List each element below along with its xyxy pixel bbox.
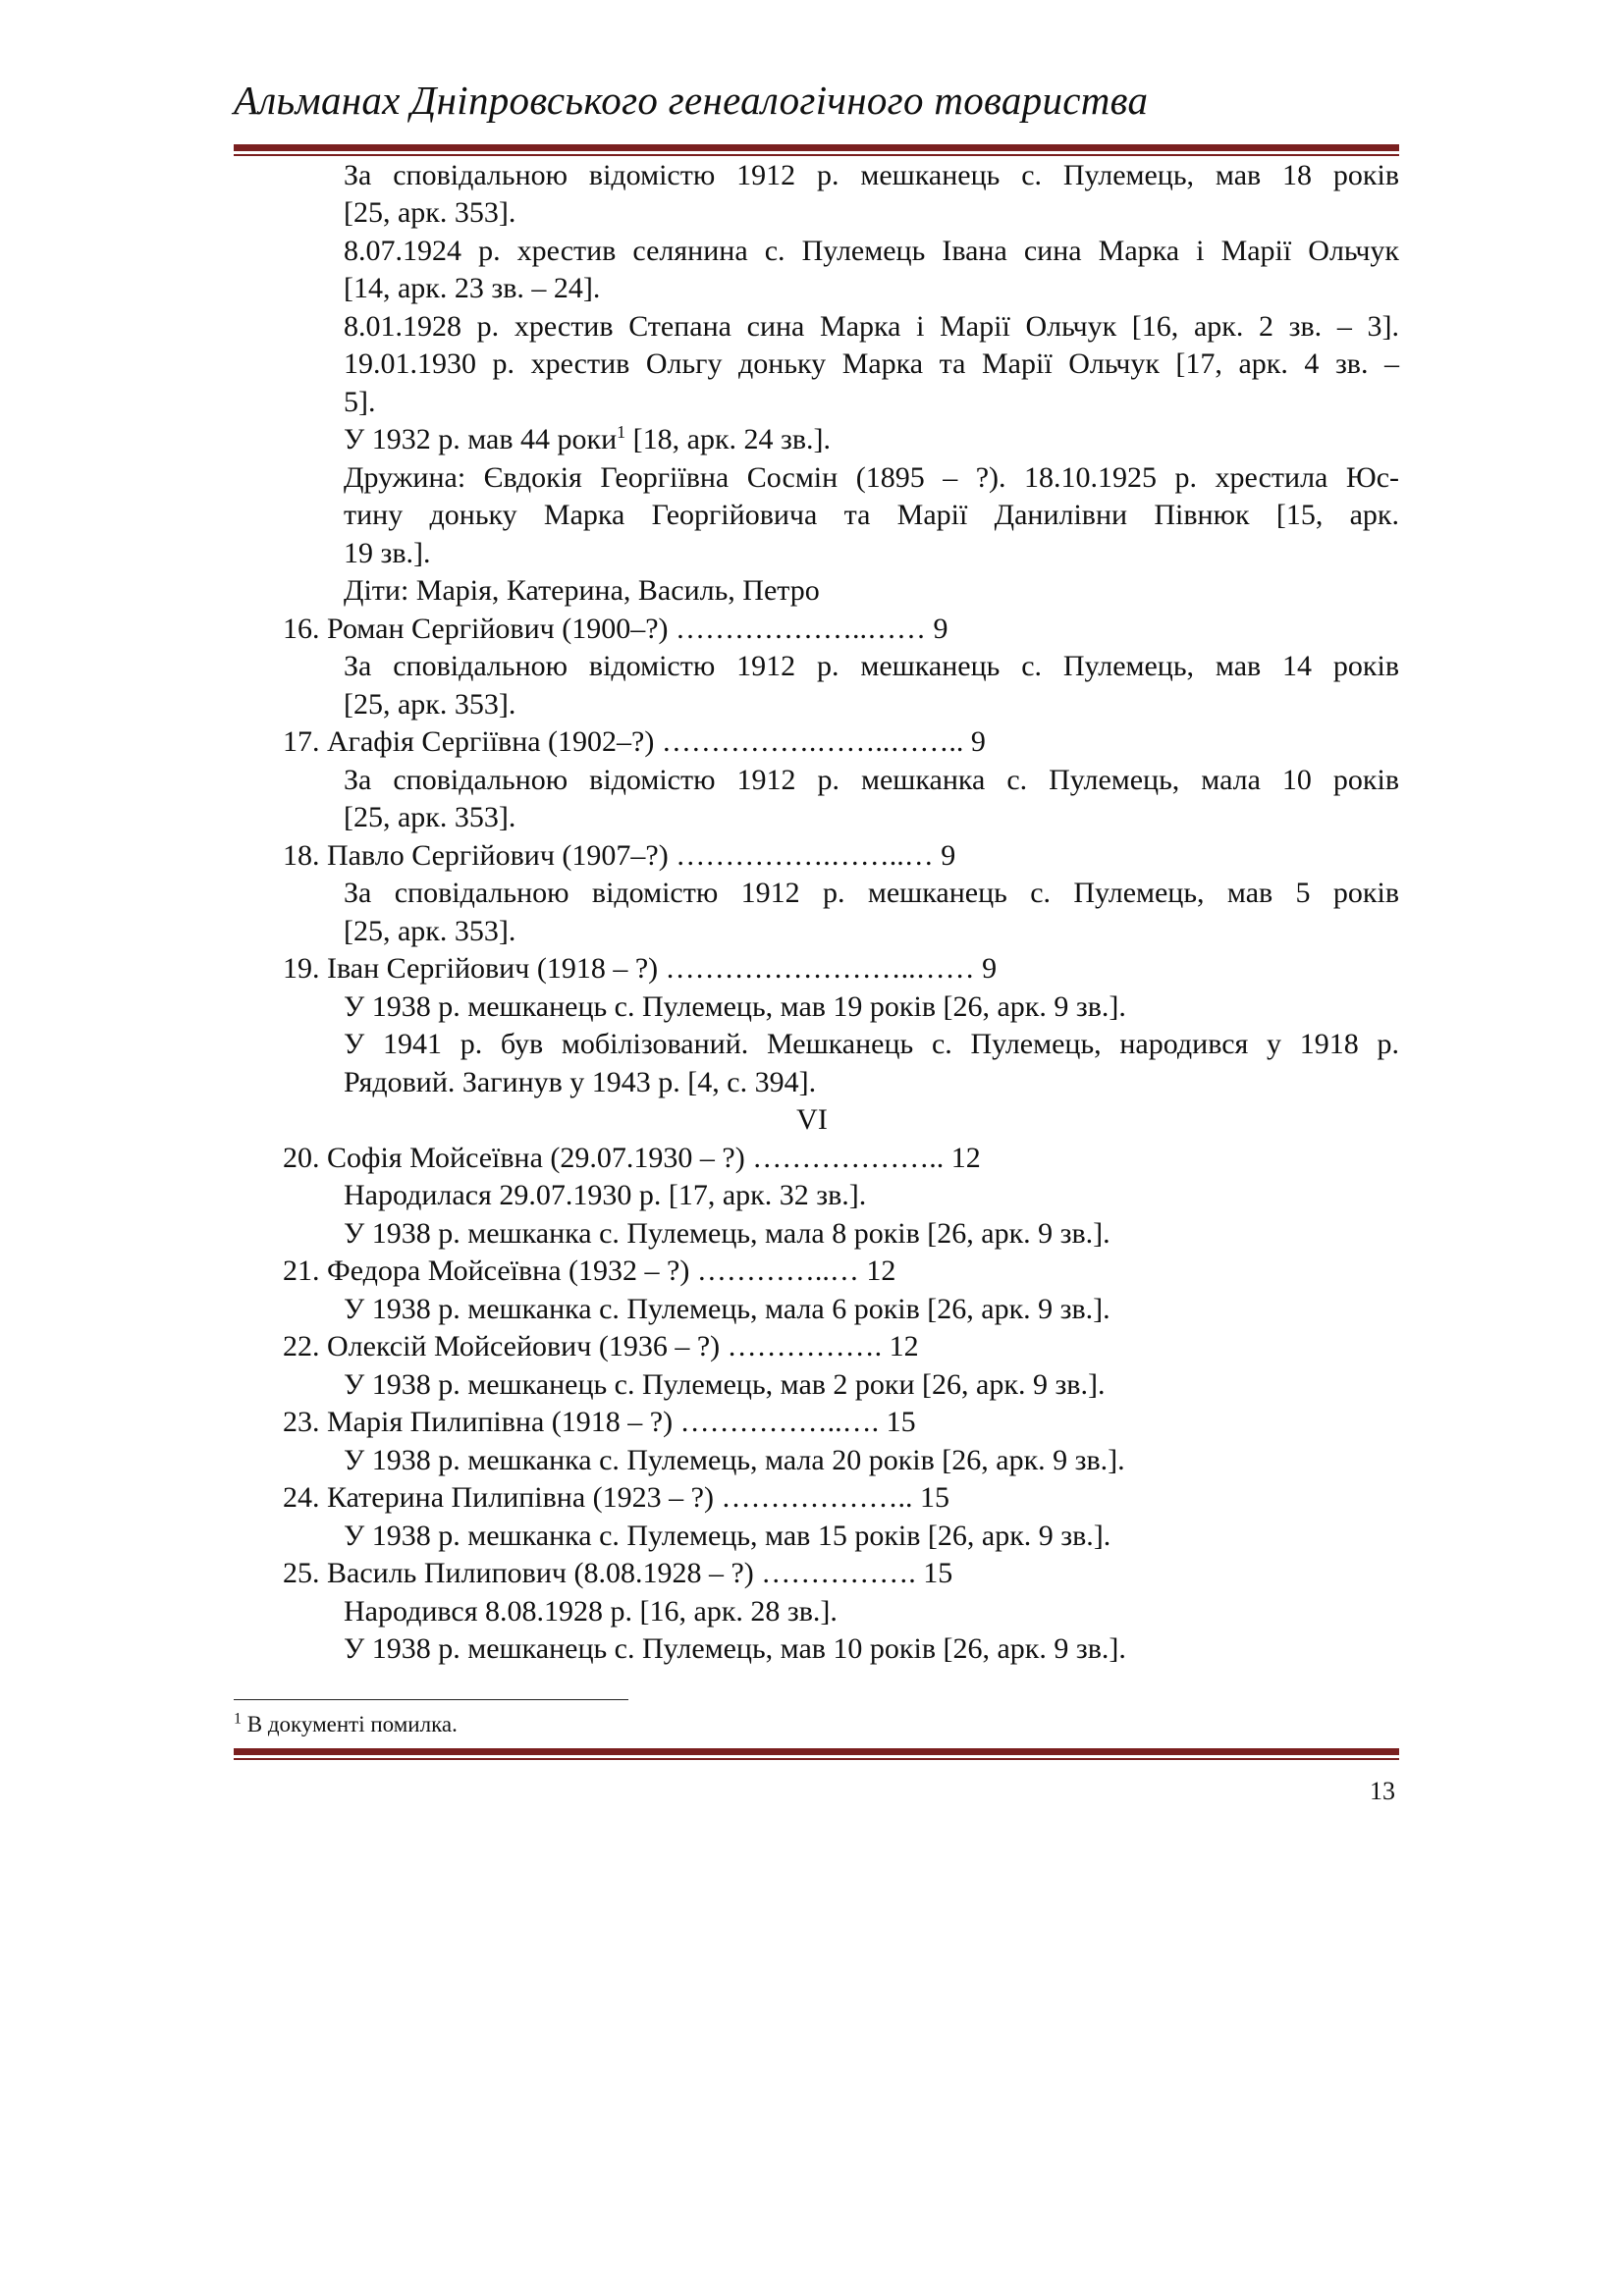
body-line: У 1938 р. мешканка с. Пулемець, мала 8 років [26, арк. 9 зв.].	[344, 1217, 1110, 1250]
body-line: 8.07.1924 р. хрестив селянина с. Пулемець Івана сина Марка і Марії Ольчук	[344, 235, 1399, 267]
body-line: За сповідальною відомістю 1912 р. мешканка с. Пулемець, мала 10 років	[344, 764, 1399, 796]
body-line: Дружина: Євдокія Георгіївна Сосмін (1895 – ?). 18.10.1925 р. хрестила Юс-	[344, 461, 1399, 494]
body-line: У 1941 р. був мобілізований. Мешканець с. Пулемець, народився у 1918 р.	[344, 1028, 1399, 1060]
entry-heading: 17. Агафія Сергіївна (1902–?) …………….……..…….. 9	[283, 725, 986, 758]
body-line-text: У 1932 р. мав 44 роки	[344, 423, 618, 455]
entry-heading: 25. Василь Пилипович (8.08.1928 – ?) ……………. 15	[283, 1557, 953, 1589]
entry-heading: 21. Федора Мойсеївна (1932 – ?) …………..… 12	[283, 1255, 896, 1287]
entry-heading: 18. Павло Сергійович (1907–?) …………….……..… 9	[283, 839, 956, 872]
body-line: Народився 8.08.1928 р. [16, арк. 28 зв.].	[344, 1595, 838, 1628]
body-line: За сповідальною відомістю 1912 р. мешканець с. Пулемець, мав 5 років	[344, 877, 1399, 909]
body-line: 19.01.1930 р. хрестив Ольгу доньку Марка та Марії Ольчук [17, арк. 4 зв. –	[344, 347, 1399, 380]
footer-rule-thin	[234, 1758, 1399, 1760]
entry-heading: 23. Марія Пилипівна (1918 – ?) ……………..…. 15	[283, 1406, 916, 1438]
section-heading: VI	[796, 1103, 828, 1136]
entry-heading: 19. Іван Сергійович (1918 – ?) ……………………..…… 9	[283, 952, 998, 985]
body-line: [25, арк. 353].	[344, 688, 516, 721]
entry-heading: 22. Олексій Мойсейович (1936 – ?) ……………. 12	[283, 1330, 919, 1362]
footnote-text: В документі помилка.	[242, 1712, 458, 1736]
footnote-separator	[234, 1699, 628, 1700]
body-line: У 1938 р. мешканець с. Пулемець, мав 19 років [26, арк. 9 зв.].	[344, 990, 1126, 1023]
body-line: У 1938 р. мешканка с. Пулемець, мала 6 років [26, арк. 9 зв.].	[344, 1293, 1110, 1325]
entry-heading: 24. Катерина Пилипівна (1923 – ?) ……………….. 15	[283, 1481, 949, 1514]
body-line: Діти: Марія, Катерина, Василь, Петро	[344, 574, 820, 607]
entry-heading: 20. Софія Мойсеївна (29.07.1930 – ?) ……………….. 12	[283, 1142, 981, 1174]
body-line-text: [18, арк. 24 зв.].	[625, 423, 832, 455]
body-line-with-footnote	[344, 421, 831, 458]
body-line: У 1938 р. мешканка с. Пулемець, мав 15 років [26, арк. 9 зв.].	[344, 1520, 1111, 1552]
body-line: [25, арк. 353].	[344, 801, 516, 833]
body-line: Рядовий. Загинув у 1943 р. [4, с. 394].	[344, 1066, 817, 1098]
body-line: [25, арк. 353].	[344, 196, 516, 229]
footnote	[234, 1711, 458, 1738]
body-line: [14, арк. 23 зв. – 24].	[344, 272, 601, 304]
body-line: У 1938 р. мешканець с. Пулемець, мав 10 років [26, арк. 9 зв.].	[344, 1632, 1126, 1665]
body-line: 8.01.1928 р. хрестив Степана сина Марка і Марії Ольчук [16, арк. 2 зв. – 3].	[344, 310, 1399, 343]
footer-rule-thick	[234, 1748, 1399, 1755]
page-number: 13	[1370, 1777, 1395, 1805]
body-line: За сповідальною відомістю 1912 р. мешканець с. Пулемець, мав 14 років	[344, 650, 1399, 682]
body-line: У 1938 р. мешканка с. Пулемець, мала 20 років [26, арк. 9 зв.].	[344, 1444, 1125, 1476]
body-line: [25, арк. 353].	[344, 915, 516, 947]
body-line: У 1938 р. мешканець с. Пулемець, мав 2 роки [26, арк. 9 зв.].	[344, 1368, 1106, 1401]
footnote-mark: 1	[234, 1710, 242, 1728]
header-rule-thin	[234, 154, 1399, 156]
body-line: Народилася 29.07.1930 р. [17, арк. 32 зв.].	[344, 1179, 867, 1211]
body-line: тину доньку Марка Георгійовича та Марії Данилівни Півнюк [15, арк.	[344, 499, 1399, 531]
header-rule-thick	[234, 144, 1399, 151]
entry-heading: 16. Роман Сергійович (1900–?) ………………..…… 9	[283, 613, 948, 645]
running-header-title: Альманах Дніпровського генеалогічного товариства	[234, 78, 1149, 123]
body-line: 5].	[344, 386, 376, 418]
footnote-marker: 1	[617, 422, 626, 442]
body-line: 19 зв.].	[344, 537, 431, 569]
body-line: За сповідальною відомістю 1912 р. мешканець с. Пулемець, мав 18 років	[344, 159, 1399, 191]
